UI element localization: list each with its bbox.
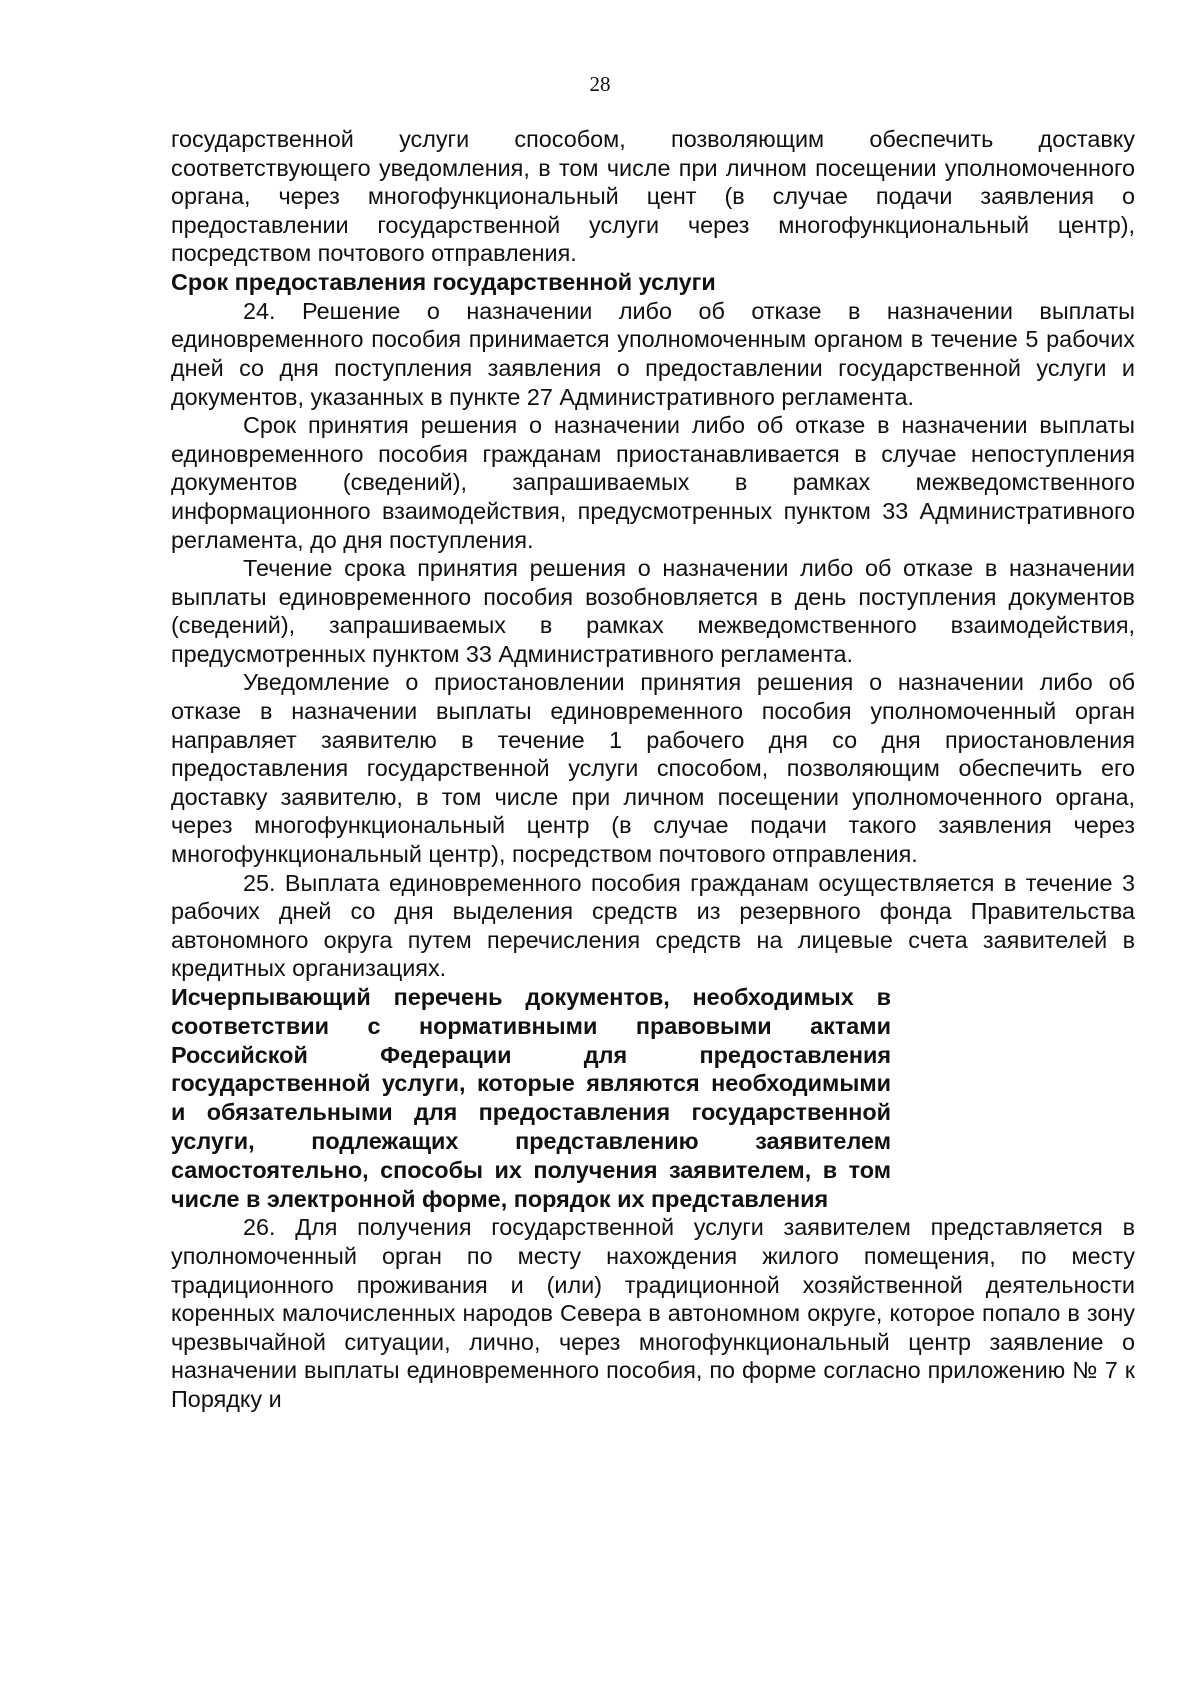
section-heading: Срок предоставления государственной услуги (171, 268, 716, 295)
paragraph: Течение срока принятия решения о назначении либо об отказе в назначении выплаты единовременного пособия возобновляется в день поступления документов (сведений), запрашиваемых в рамках межведомственного взаимодействия, предусмотренных пунктом 33 Административного регламента. (171, 555, 1135, 667)
paragraph: Уведомление о приостановлении принятия решения о назначении либо об отказе в назначении выплаты единовременного пособия уполномоченный орган направляет заявителю в течение 1 рабочего дня со дня приостановления предоставления государственной услуги способом, позволяющим обеспечить его доставку заявителю, в том числе при личном посещении уполномоченного органа, через многофункциональный центр (в случае подачи такого заявления через многофункциональный центр), посредством почтового отправления. (171, 669, 1135, 868)
paragraph: Срок принятия решения о назначении либо об отказе в назначении выплаты единовременного пособия гражданам приостанавливается в случае непоступления документов (сведений), запрашиваемых в рамках межведомственного информационного взаимодействия, предусмотренных пунктом 33 Административного регламента, до дня поступления. (171, 412, 1135, 553)
paragraph: 24. Решение о назначении либо об отказе в назначении выплаты единовременного пособия принимается уполномоченным органом в течение 5 рабочих дней со дня поступления заявления о предоставлении государственной услуги и документов, указанных в пункте 27 Административного регламента. (171, 297, 1135, 410)
document-body (171, 125, 1135, 1414)
paragraph: государственной услуги способом, позволяющим обеспечить доставку соответствующего уведомления, в том числе при личном посещении уполномоченного органа, через многофункциональный цент (в случае подачи заявления о предоставлении государственной услуги через многофункциональный центр), посредством почтового отправления. (171, 126, 1135, 267)
section-heading: Исчерпывающий перечень документов, необходимых в соответствии с нормативными правовыми актами Российской Федерации для предоставления государственной услуги, которые являются необходимыми и обязательными для предоставления государственной услуги, подлежащих представлению заявителем самостоятельно, способы их получения заявителем, в том числе в электронной форме, порядок их представления (171, 984, 891, 1212)
page-number: 28 (589, 72, 611, 96)
paragraph: 26. Для получения государственной услуги заявителем представляется в уполномоченный орган по месту нахождения жилого помещения, по месту традиционного проживания и (или) традиционной хозяйственной деятельности коренных малочисленных народов Севера в автономном округе, которое попало в зону чрезвычайной ситуации, лично, через многофункциональный центр заявление о назначении выплаты единовременного пособия, по форме согласно приложению № 7 к Порядку и (171, 1214, 1135, 1412)
paragraph: 25. Выплата единовременного пособия гражданам осуществляется в течение 3 рабочих дней со дня выделения средств из резервного фонда Правительства автономного округа путем перечисления средств на лицевые счета заявителей в кредитных организациях. (171, 869, 1135, 982)
